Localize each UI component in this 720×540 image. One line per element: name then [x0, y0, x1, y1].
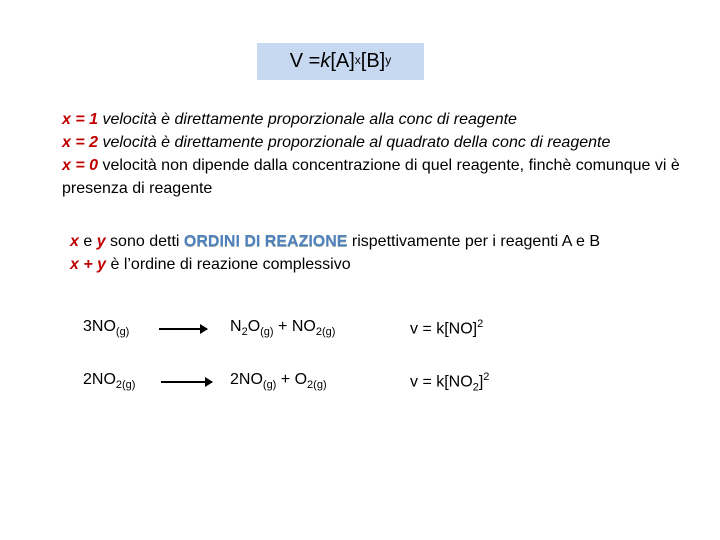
- reactant: $2NO_{2(g)}$: [83, 371, 136, 392]
- order-middle: sono detti: [105, 233, 184, 250]
- rate-law-v: V =: [289, 50, 321, 72]
- order-highlight: ORDINI DI REAZIONE: [183, 233, 348, 250]
- rate-law-x: x: [354, 52, 361, 67]
- rule-line: [62, 131, 702, 154]
- rule-line: [62, 108, 702, 131]
- rate-law-y: y: [385, 52, 392, 67]
- order-and: e: [78, 233, 97, 250]
- products: $N_2O_{(g)} + NO_{2(g)}$: [230, 318, 336, 339]
- order-tail: rispettivamente per i reagenti A e B: [347, 233, 601, 250]
- reactant: $3NO_{(g)}$: [83, 318, 130, 339]
- rate-law-formula: [257, 43, 424, 80]
- rule-text: velocità non dipende dalla concentrazione di quel reagente, finchè comunque vi è presenza di reagente: [62, 157, 680, 197]
- reaction-arrow: [161, 381, 212, 383]
- reaction-row: [0, 318, 720, 348]
- reaction-arrow: [159, 328, 207, 330]
- order-sum-text: è l’ordine di reazione complessivo: [106, 256, 351, 273]
- rule-key: x = 0: [62, 157, 99, 174]
- rate-equation: $v = k[NO_2]^2$: [410, 371, 490, 394]
- overall-order-line: [70, 253, 710, 276]
- rate-law-b: [B]: [360, 50, 386, 72]
- reaction-row: [0, 371, 720, 401]
- order-sum: x + y: [70, 256, 107, 273]
- rule-text: velocità è direttamente proporzionale alla conc di reagente: [98, 111, 517, 128]
- rate-equation: v = k[NO]$^2$: [410, 318, 484, 338]
- order-rules: [62, 108, 702, 200]
- order-y: y: [96, 233, 106, 250]
- products: $2NO_{(g)} + O_{2(g)}$: [230, 371, 327, 392]
- rule-line: [62, 154, 702, 200]
- order-x: x: [70, 233, 79, 250]
- rule-text: velocità è direttamente proporzionale al quadrato della conc di reagente: [98, 134, 611, 151]
- rule-key: x = 1: [62, 111, 99, 128]
- rule-key: x = 2: [62, 134, 99, 151]
- rate-law-k: k: [320, 50, 331, 72]
- reaction-orders-note: [70, 230, 710, 276]
- orders-line: [70, 230, 710, 253]
- rate-law-a: [A]: [330, 50, 355, 72]
